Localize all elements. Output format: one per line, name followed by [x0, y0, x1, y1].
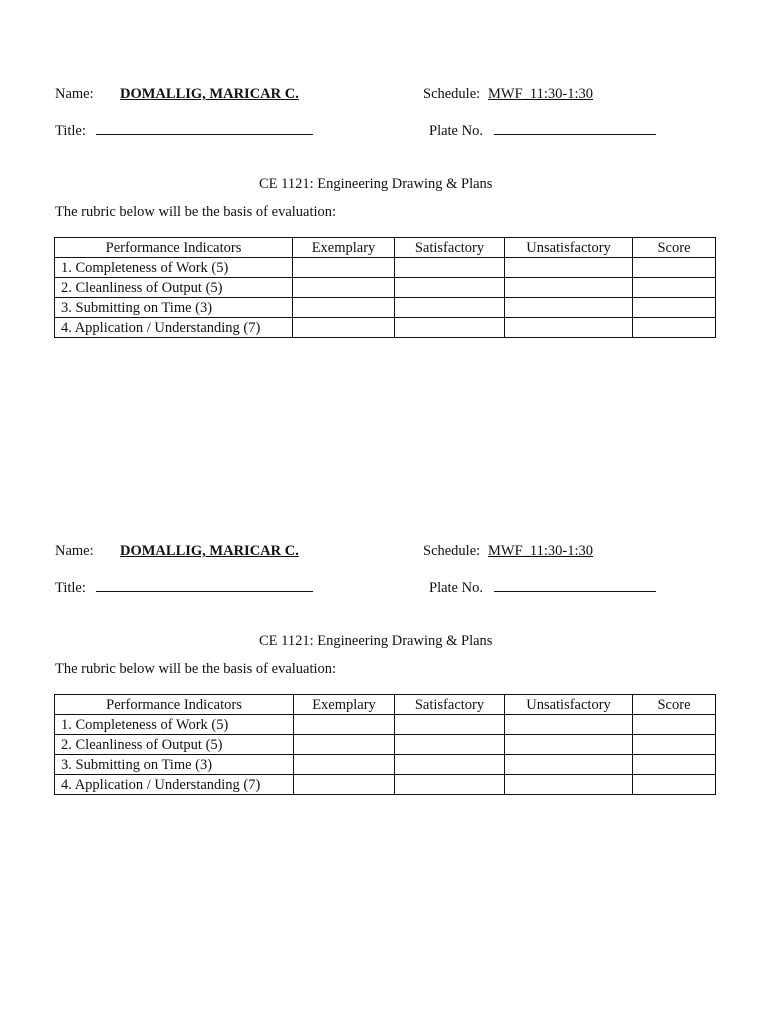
unsatisfactory-cell[interactable] [505, 258, 633, 278]
table-row [55, 755, 716, 775]
schedule-value: MWF_11:30-1:30 [488, 543, 593, 559]
header-performance-indicators: Performance Indicators [55, 695, 294, 715]
table-row [55, 735, 716, 755]
exemplary-cell[interactable] [293, 318, 395, 338]
plate-label: Plate No. [429, 123, 483, 139]
evaluation-form-1 [0, 0, 768, 336]
exemplary-cell[interactable] [293, 298, 395, 318]
satisfactory-cell[interactable] [395, 278, 505, 298]
score-cell[interactable] [633, 298, 716, 318]
name-label: Name: [55, 86, 94, 102]
title-blank-line[interactable] [96, 121, 313, 135]
satisfactory-cell[interactable] [395, 735, 505, 755]
score-cell[interactable] [633, 715, 716, 735]
name-value: DOMALLIG, MARICAR C. [120, 86, 299, 102]
header-unsatisfactory: Unsatisfactory [505, 695, 633, 715]
title-blank-line[interactable] [96, 578, 313, 592]
name-value: DOMALLIG, MARICAR C. [120, 543, 299, 559]
header-unsatisfactory: Unsatisfactory [505, 238, 633, 258]
score-cell[interactable] [633, 318, 716, 338]
header-exemplary: Exemplary [294, 695, 395, 715]
satisfactory-cell[interactable] [395, 775, 505, 795]
indicator-label: 1. Completeness of Work (5) [55, 715, 294, 735]
header-satisfactory: Satisfactory [395, 695, 505, 715]
rubric-header-row [55, 695, 716, 715]
header-score: Score [633, 695, 716, 715]
rubric-table [54, 237, 716, 338]
plate-blank-line[interactable] [494, 121, 656, 135]
satisfactory-cell[interactable] [395, 298, 505, 318]
course-title: CE 1121: Engineering Drawing & Plans [259, 633, 493, 649]
exemplary-cell[interactable] [294, 735, 395, 755]
table-row [55, 318, 716, 338]
table-row [55, 715, 716, 735]
score-cell[interactable] [633, 775, 716, 795]
indicator-label: 3. Submitting on Time (3) [55, 298, 293, 318]
plate-label: Plate No. [429, 580, 483, 596]
rubric-header-row [55, 238, 716, 258]
satisfactory-cell[interactable] [395, 258, 505, 278]
exemplary-cell[interactable] [294, 715, 395, 735]
course-title: CE 1121: Engineering Drawing & Plans [259, 176, 493, 192]
score-cell[interactable] [633, 258, 716, 278]
header-performance-indicators: Performance Indicators [55, 238, 293, 258]
satisfactory-cell[interactable] [395, 755, 505, 775]
name-label: Name: [55, 543, 94, 559]
indicator-label: 2. Cleanliness of Output (5) [55, 278, 293, 298]
schedule-label: Schedule: [423, 543, 481, 559]
rubric-instructions: The rubric below will be the basis of evaluation: [55, 204, 337, 220]
indicator-label: 2. Cleanliness of Output (5) [55, 735, 294, 755]
table-row [55, 258, 716, 278]
unsatisfactory-cell[interactable] [505, 775, 633, 795]
unsatisfactory-cell[interactable] [505, 278, 633, 298]
unsatisfactory-cell[interactable] [505, 318, 633, 338]
satisfactory-cell[interactable] [395, 715, 505, 735]
header-exemplary: Exemplary [293, 238, 395, 258]
plate-blank-line[interactable] [494, 578, 656, 592]
indicator-label: 4. Application / Understanding (7) [55, 775, 294, 795]
title-label: Title: [55, 580, 86, 596]
table-row [55, 298, 716, 318]
exemplary-cell[interactable] [294, 775, 395, 795]
score-cell[interactable] [633, 755, 716, 775]
table-row [55, 775, 716, 795]
title-label: Title: [55, 123, 86, 139]
schedule-value: MWF_11:30-1:30 [488, 86, 593, 102]
table-row [55, 278, 716, 298]
unsatisfactory-cell[interactable] [505, 298, 633, 318]
rubric-instructions: The rubric below will be the basis of evaluation: [55, 661, 337, 677]
score-cell[interactable] [633, 735, 716, 755]
score-cell[interactable] [633, 278, 716, 298]
unsatisfactory-cell[interactable] [505, 715, 633, 735]
header-score: Score [633, 238, 716, 258]
header-satisfactory: Satisfactory [395, 238, 505, 258]
unsatisfactory-cell[interactable] [505, 755, 633, 775]
evaluation-form-2 [0, 457, 768, 793]
indicator-label: 1. Completeness of Work (5) [55, 258, 293, 278]
satisfactory-cell[interactable] [395, 318, 505, 338]
schedule-label: Schedule: [423, 86, 481, 102]
indicator-label: 3. Submitting on Time (3) [55, 755, 294, 775]
rubric-table [54, 694, 716, 795]
exemplary-cell[interactable] [293, 278, 395, 298]
unsatisfactory-cell[interactable] [505, 735, 633, 755]
exemplary-cell[interactable] [294, 755, 395, 775]
indicator-label: 4. Application / Understanding (7) [55, 318, 293, 338]
exemplary-cell[interactable] [293, 258, 395, 278]
